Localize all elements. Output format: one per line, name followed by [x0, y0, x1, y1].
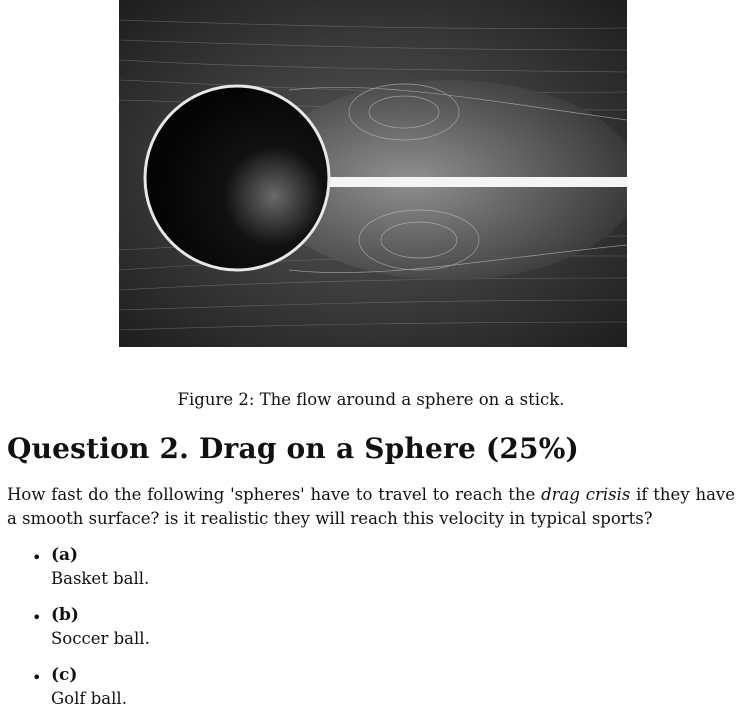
- item-label: (b): [51, 605, 79, 625]
- bullet: •: [32, 608, 42, 627]
- sphere-flow-illustration: [119, 0, 627, 347]
- figure-caption: Figure 2: The flow around a sphere on a stick.: [177, 390, 565, 409]
- question-text-end: if they have a smooth surface? is it realistic they will reach this velocity in typical sports?: [7, 485, 735, 528]
- question-text-start: How fast do the following 'spheres' have to travel to reach the: [7, 485, 542, 504]
- bullet: •: [32, 668, 42, 687]
- question-title: Question 2. Drag on a Sphere (25%): [7, 432, 579, 465]
- item-text: Soccer ball.: [51, 629, 150, 648]
- item-label: (a): [51, 545, 79, 565]
- item-text: Basket ball.: [51, 569, 150, 588]
- item-label: (c): [51, 665, 78, 685]
- item-text: Golf ball.: [51, 689, 127, 708]
- bullet: •: [32, 548, 42, 567]
- question-text: [7, 483, 735, 531]
- flow-photograph: [119, 0, 627, 347]
- drag-crisis-term: drag crisis: [541, 485, 631, 504]
